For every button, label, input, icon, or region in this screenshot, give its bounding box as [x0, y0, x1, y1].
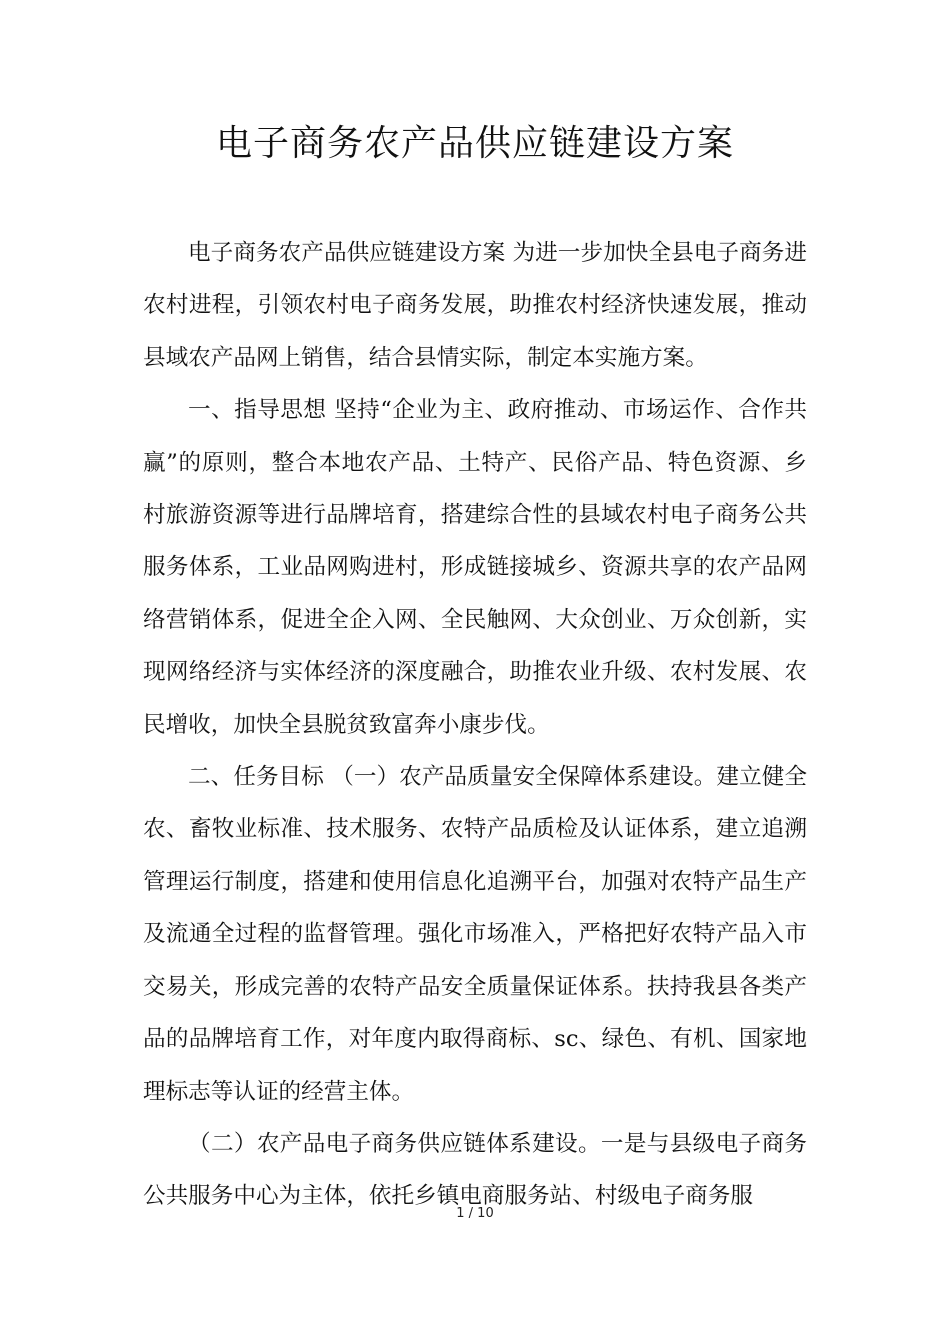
paragraph-intro: 电子商务农产品供应链建设方案 为进一步加快全县电子商务进农村进程，引领农村电子商务发展，助推农村经济快速发展，推动县域农产品网上销售，结合县情实际，制定本实施方案。 [143, 240, 807, 371]
paragraph-task-goals: 二、任务目标 （一）农产品质量安全保障体系建设。建立健全农、畜牧业标准、技术服务、农特产品质检及认证体系，建立追溯管理运行制度，搭建和使用信息化追溯平台，加强对农特产品生产及流通全过程的监督管理。强化市场准入，严格把好农特产品入市交易关，形成完善的农特产品安全质量保证体系。扶持我县各类产品的品牌培育工作，对年度内取得商标、sc、绿色、有机、国家地理标志等认证的经营主体。 [143, 764, 807, 1105]
page-number: 1 / 10 [456, 1206, 494, 1221]
document-body [143, 227, 807, 1223]
paragraph-guiding-ideology: 一、指导思想 坚持“企业为主、政府推动、市场运作、合作共赢”的原则，整合本地农产品、土特产、民俗产品、特色资源、乡村旅游资源等进行品牌培育，搭建综合性的县域农村电子商务公共服务体系，工业品网购进村，形成链接城乡、资源共享的农产品网络营销体系，促进全企入网、全民触网、大众创业、万众创新，实现网络经济与实体经济的深度融合，助推农业升级、农村发展、农民增收，加快全县脱贫致富奔小康步伐。 [143, 397, 807, 738]
document-title: 电子商务农产品供应链建设方案 [215, 123, 734, 164]
paragraph-supply-chain: （二）农产品电子商务供应链体系建设。一是与县级电子商务公共服务中心为主体，依托乡镇电商服务站、村级电子商务服 [143, 1130, 807, 1210]
